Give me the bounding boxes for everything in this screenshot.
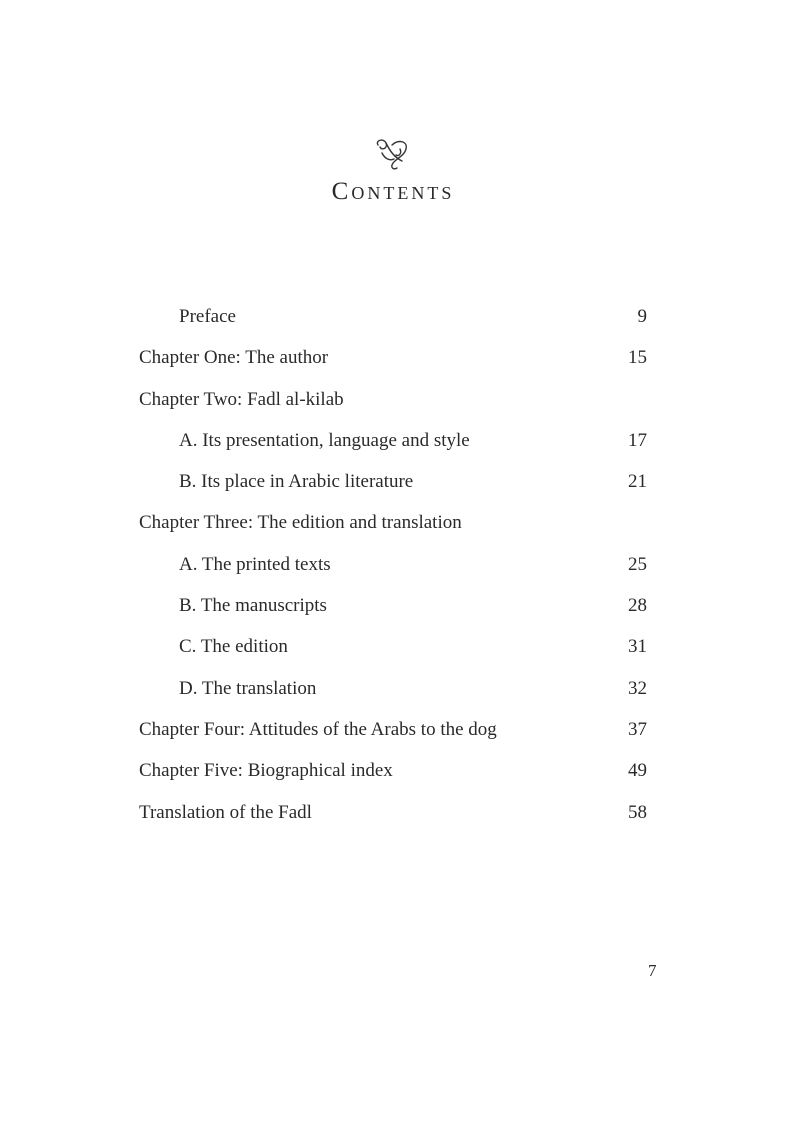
toc-entry (139, 675, 649, 716)
toc-entry (139, 344, 649, 385)
toc-entry-page: 25 (628, 553, 647, 575)
toc-entry-title: B. The manuscripts (179, 595, 327, 617)
toc-entry (139, 716, 649, 757)
toc-entry-title: Chapter One: The author (139, 347, 329, 369)
toc-entry-page: 32 (628, 677, 647, 699)
toc-entry-title: Chapter Two: Fadl al-kilab (139, 388, 344, 410)
toc-entry-page: 31 (628, 636, 647, 658)
toc-entry-title: C. The edition (179, 636, 288, 658)
table-of-contents (139, 303, 649, 840)
toc-entry (139, 592, 649, 633)
toc-entry-page: 58 (628, 801, 647, 823)
toc-entry (139, 799, 649, 840)
toc-entry-title: Chapter Four: Attitudes of the Arabs to the dog (139, 718, 497, 740)
toc-entry-title: A. The printed texts (179, 553, 331, 575)
toc-entry-title: Translation of the Fadl (139, 801, 312, 823)
toc-entry (139, 633, 649, 674)
toc-entry-title: A. Its presentation, language and style (179, 429, 470, 451)
toc-entry-page: 17 (628, 429, 647, 451)
fleuron-icon (372, 137, 414, 171)
toc-entry-title: D. The translation (179, 677, 317, 699)
toc-entry (139, 386, 649, 427)
toc-entry (139, 468, 649, 509)
toc-entry-title: Chapter Three: The edition and translation (139, 512, 462, 534)
toc-entry (139, 551, 649, 592)
page-title: Contents (331, 178, 455, 205)
toc-entry-title: Preface (179, 306, 236, 327)
toc-entry (139, 757, 649, 798)
toc-entry-page: 49 (628, 760, 647, 782)
toc-entry-page: 9 (637, 306, 647, 327)
toc-entry-title: Chapter Five: Biographical index (139, 760, 393, 782)
page-number: 7 (648, 961, 657, 980)
toc-entry (139, 303, 649, 344)
toc-entry (139, 509, 649, 550)
toc-entry-title: B. Its place in Arabic literature (179, 471, 414, 493)
toc-entry-page: 37 (628, 718, 647, 740)
toc-entry-page: 15 (628, 347, 647, 369)
toc-entry (139, 427, 649, 468)
toc-entry-page: 21 (628, 471, 647, 493)
toc-entry-page: 28 (628, 595, 647, 617)
